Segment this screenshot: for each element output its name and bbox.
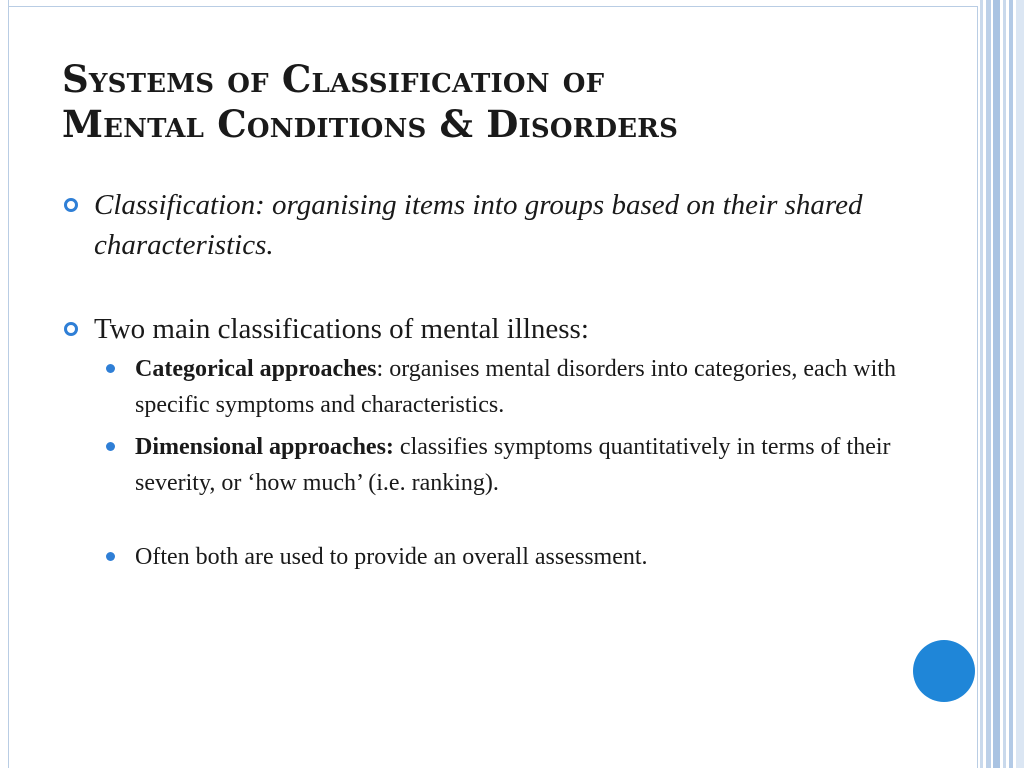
slide-title xyxy=(62,57,942,147)
dot-bullet-icon xyxy=(106,364,115,373)
decor-stripe xyxy=(993,0,1000,768)
bullet-text: Often both are used to provide an overall assessment. xyxy=(135,544,648,570)
bullet-classification-definition xyxy=(62,185,942,265)
definition-dimensional: classifies symptoms quantitatively in terms of their severity, or ‘how much’ (i.e. ranking). xyxy=(135,434,891,496)
decor-stripe xyxy=(986,0,991,768)
frame-left-line xyxy=(8,0,9,768)
dot-bullet-icon xyxy=(106,442,115,451)
ring-bullet-icon xyxy=(64,198,78,212)
sub-bullet-categorical xyxy=(62,351,942,423)
frame-top-line xyxy=(8,6,978,7)
bullet-text: Classification: organising items into groups based on their shared characteristics. xyxy=(94,189,863,261)
frame-right-line xyxy=(977,6,978,768)
dot-bullet-icon xyxy=(106,552,115,561)
decor-circle xyxy=(913,640,975,702)
bullet-two-main-classifications xyxy=(62,309,942,349)
slide-title-line-1: Systems of Classification of xyxy=(62,57,605,101)
decor-stripe xyxy=(1009,0,1013,768)
decor-stripe xyxy=(1016,0,1024,768)
decor-stripe xyxy=(980,0,983,768)
term-categorical: Categorical approaches xyxy=(135,356,377,382)
sub-bullet-both-used xyxy=(62,539,942,575)
sub-bullet-dimensional xyxy=(62,429,942,501)
ring-bullet-icon xyxy=(64,322,78,336)
slide-body xyxy=(62,185,942,575)
definition-categorical: : organises mental disorders into categories, each with specific symptoms and characteristics. xyxy=(135,356,896,418)
term-dimensional: Dimensional approaches: xyxy=(135,434,394,460)
slide-title-line-2: Mental Conditions & Disorders xyxy=(62,102,679,146)
bullet-text: Two main classifications of mental illness: xyxy=(94,313,589,345)
decor-stripe xyxy=(1003,0,1006,768)
